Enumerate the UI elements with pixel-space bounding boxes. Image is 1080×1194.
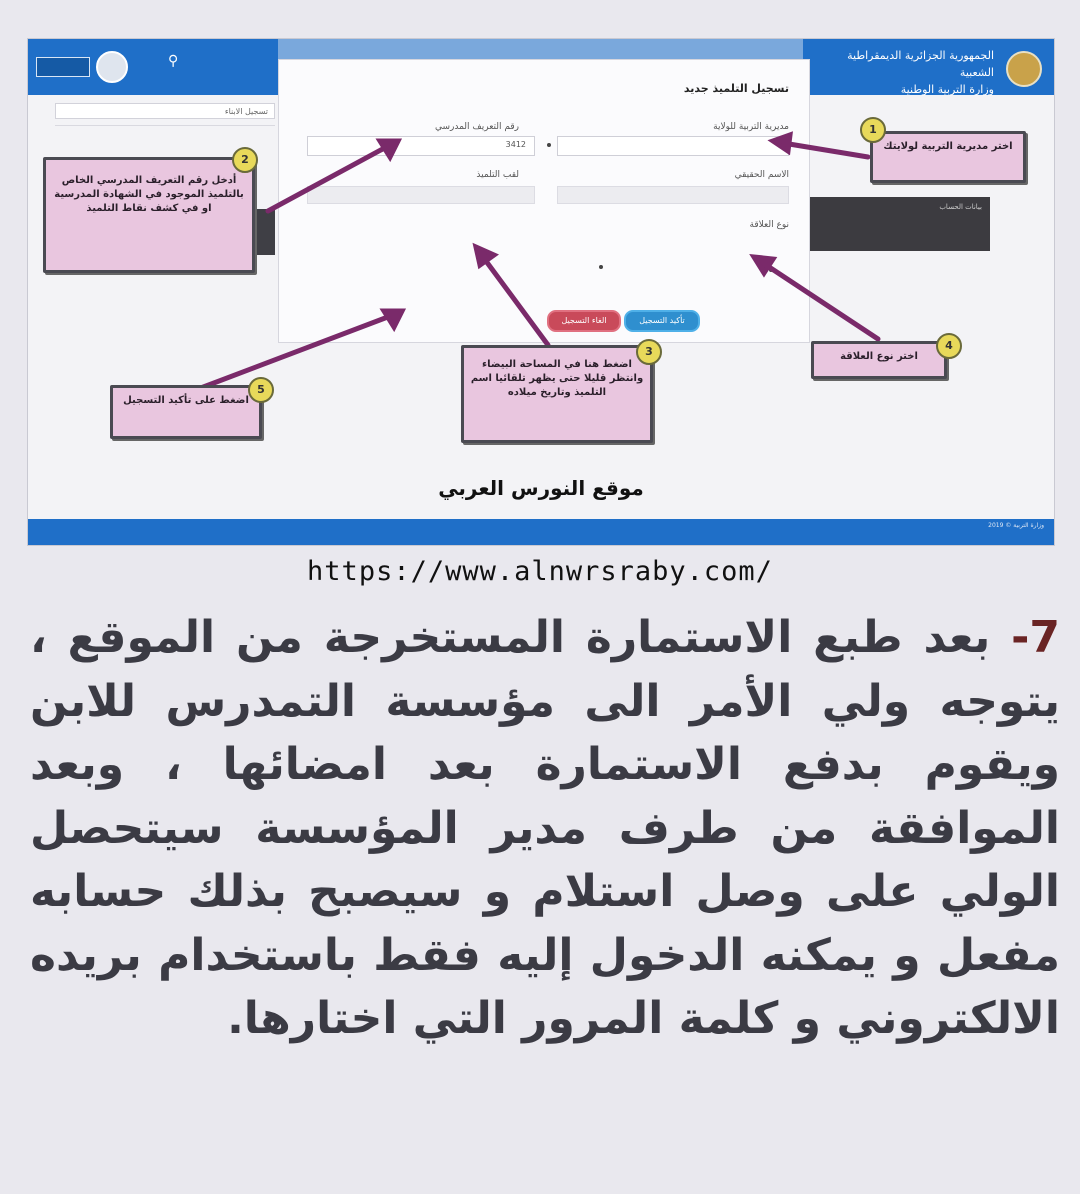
arrow-5-head (384, 311, 402, 327)
arrow-5 (198, 315, 393, 389)
instruction-paragraph (30, 606, 1060, 1051)
sidebar-item[interactable]: تسجيل الابناء (55, 103, 275, 119)
callout-5: اضغط على تأكيد التسجيل (110, 385, 262, 439)
callout-2: أدخل رقم التعريف المدرسي الخاص بالتلميذ الموجود في الشهادة المدرسية او في كشف نقاط التلميذ (43, 157, 255, 273)
callout-3: اضغط هنا في المساحة البيضاء وانتظر قليلا حتى يظهر تلقائيا اسم التلميذ وتاريخ ميلاده (461, 345, 653, 443)
arrow-2-head (380, 141, 398, 157)
school-number-label: رقم التعريف المدرسي (434, 122, 519, 132)
arrow-3 (483, 257, 548, 345)
callout-3-badge: 3 (636, 339, 662, 365)
relation-label: نوع العلاقة (749, 220, 789, 230)
given-name-label: الاسم الحقيقي (734, 170, 789, 180)
arrow-1 (783, 143, 868, 157)
callout-5-badge: 5 (248, 377, 274, 403)
arrow-2 (268, 145, 390, 211)
site-watermark: موقع النورس العربي (438, 476, 644, 500)
callout-2-badge: 2 (232, 147, 258, 173)
annotation-arrows (28, 39, 1054, 545)
arrow-1-head (773, 135, 790, 151)
callout-4: اختر نوع العلاقة (811, 341, 947, 379)
embedded-screenshot (27, 38, 1055, 546)
account-panel-label: بيانات الحساب (939, 203, 982, 211)
cancel-registration-button[interactable]: الغاء التسجيل (547, 310, 621, 332)
callout-1: اختر مديرية التربية لولايتك (870, 131, 1026, 183)
arrow-3-head (476, 247, 494, 265)
step-number: 7- (1011, 612, 1060, 663)
footer-bar (28, 519, 1054, 545)
confirm-registration-button[interactable]: تأكيد التسجيل (624, 310, 700, 332)
ministry-subtitle: وزارة التربية الوطنية (900, 83, 994, 96)
modal-title: تسجيل التلميذ جديد (683, 82, 789, 95)
ministry-name: الجمهورية الجزائرية الديمقراطية الشعبية (847, 49, 994, 79)
callout-4-badge: 4 (936, 333, 962, 359)
directorate-label: مديرية التربية للولاية (713, 122, 789, 132)
arrow-4 (763, 263, 878, 339)
site-url: https://www.alnwrsraby.com/ (307, 556, 773, 587)
key-icon[interactable]: ⚲ (168, 53, 179, 69)
surname-label: لقب التلميذ (476, 170, 519, 180)
footer-text: 2019 © وزارة التربية (988, 522, 1044, 529)
school-number-value: 3412 (505, 140, 526, 149)
callout-1-badge: 1 (860, 117, 886, 143)
instruction-text: بعد طبع الاستمارة المستخرجة من الموقع ، يتوجه ولي الأمر الى مؤسسة التمدرس للابن ويقوم بدفع الاستمارة بعد امضائها ، وبعد الموافقة من طرف مدير المؤسسة سيتحصل الولي على وصل استلام و سيصبح بذلك حسابه مفعل و يمكنه الدخول إليه فقط باستخدام بريده الالكتروني و كلمة المرور التي اختارها. (30, 612, 1060, 1044)
